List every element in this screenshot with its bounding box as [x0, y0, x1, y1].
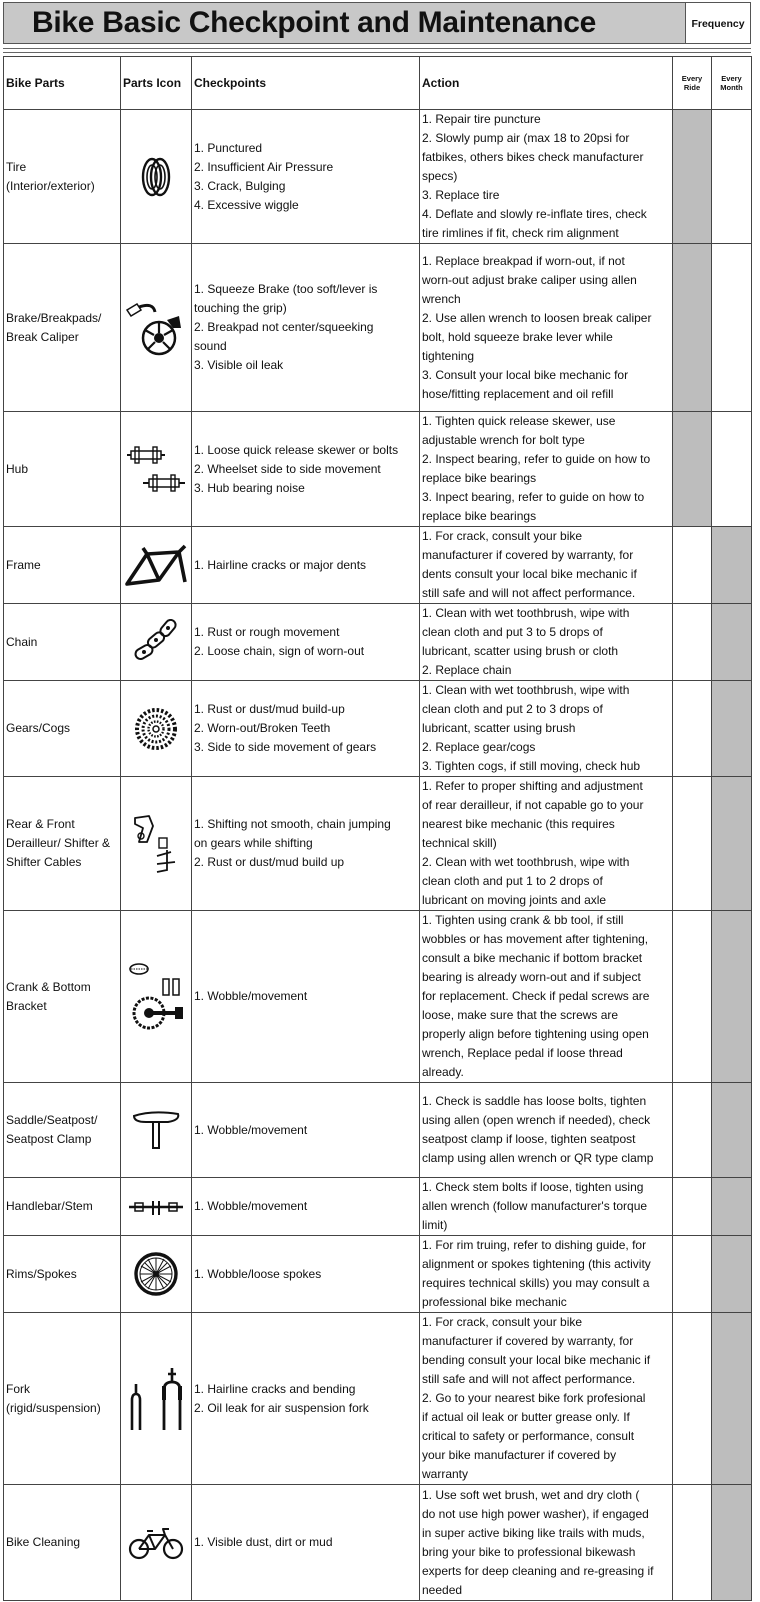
action-line: alignment or spokes tightening (this activity	[422, 1257, 651, 1271]
action-line: 2. Replace gear/cogs	[422, 740, 536, 754]
action-line: 1. Tighten using crank & bb tool, if still	[422, 913, 624, 927]
action-line: fatbikes, others bikes check manufacturer	[422, 150, 644, 164]
table-row	[4, 911, 752, 1083]
tire-icon	[123, 155, 189, 199]
part-icon-cell	[121, 1178, 192, 1236]
part-line: Brake/Breakpads/	[6, 310, 102, 325]
action-line: adjustable wrench for bolt type	[422, 433, 585, 447]
checkpoints-line: 1. Shifting not smooth, chain jumping	[194, 817, 391, 831]
part-line: Bike Cleaning	[6, 1535, 81, 1549]
checkpoints-line: 2. Insufficient Air Pressure	[194, 159, 334, 174]
checkpoints-line: 3. Side to side movement of gears	[194, 740, 377, 754]
action-line: still safe and will not affect performance.	[422, 1372, 636, 1386]
action-line: 1. For rim truing, refer to dishing guide, for	[422, 1238, 647, 1252]
action-line: 3. Inpect bearing, refer to guide on how to	[422, 490, 645, 504]
every-month-cell	[712, 244, 752, 412]
action-line: of rear derailleur, if not capable go to your	[422, 798, 644, 812]
part-name	[4, 412, 121, 527]
brake-icon	[123, 298, 189, 358]
header-checkpoints: Checkpoints	[192, 57, 420, 110]
action-line: 1. Check is saddle has loose bolts, tighten	[422, 1094, 647, 1108]
checkpoints-line: 4. Excessive wiggle	[194, 197, 299, 212]
fork-icon	[123, 1364, 189, 1434]
bicycle-icon	[123, 1525, 189, 1561]
part-line: Hub	[6, 461, 29, 476]
part-line: Tire	[6, 159, 27, 174]
part-icon-cell	[121, 1313, 192, 1485]
part-line: Frame	[6, 557, 41, 572]
checkpoints-line: 1. Rust or dust/mud build-up	[194, 702, 345, 716]
table-row	[4, 1485, 752, 1601]
part-line: (Interior/exterior)	[6, 178, 95, 193]
part-name	[4, 1485, 121, 1601]
derailleur-icon	[123, 812, 189, 876]
action-line: manufacturer if covered by warranty, for	[422, 1334, 634, 1348]
action-line: 1. Repair tire puncture	[422, 112, 541, 126]
action-line: already.	[422, 1065, 464, 1079]
part-line: (rigid/suspension)	[6, 1400, 101, 1415]
every-ride-cell	[673, 527, 712, 604]
table-row	[4, 527, 752, 604]
action-line: nearest bike mechanic (this requires	[422, 817, 615, 831]
every-ride-cell	[673, 244, 712, 412]
every-ride-cell	[673, 412, 712, 527]
action-line: clamp using allen wrench or QR type clamp	[422, 1151, 654, 1165]
action-cell	[420, 1313, 673, 1485]
action-line: wobbles or has movement after tightening,	[422, 932, 649, 946]
wheel-icon	[123, 1251, 189, 1297]
action-line: consult a bike mechanic if bottom bracket	[422, 951, 643, 965]
every-ride-cell	[673, 1485, 712, 1601]
checkpoints-cell	[192, 911, 420, 1083]
checkpoints-line: 2. Rust or dust/mud build up	[194, 855, 345, 869]
checkpoints-line: sound	[194, 339, 227, 353]
checkpoints-line: 3. Hub bearing noise	[194, 480, 305, 495]
action-line: loose, make sure that the screws are	[422, 1008, 619, 1022]
checkpoints-line: 1. Visible dust, dirt or mud	[194, 1535, 333, 1549]
header-parts-icon: Parts Icon	[121, 57, 192, 110]
checkpoints-cell	[192, 604, 420, 681]
part-icon-cell	[121, 244, 192, 412]
action-cell	[420, 1236, 673, 1313]
checkpoints-line: touching the grip)	[194, 301, 287, 315]
every-month-cell	[712, 1485, 752, 1601]
action-line: 1. For crack, consult your bike	[422, 529, 583, 543]
checkpoint-table	[3, 56, 752, 1601]
every-month-cell	[712, 1313, 752, 1485]
part-line: Derailleur/ Shifter &	[6, 836, 111, 850]
checkpoints-cell	[192, 110, 420, 244]
checkpoints-cell	[192, 1178, 420, 1236]
action-line: 1. Replace breakpad if worn-out, if not	[422, 253, 625, 268]
checkpoints-line: 2. Worn-out/Broken Teeth	[194, 721, 331, 735]
part-icon-cell	[121, 1485, 192, 1601]
checkpoints-line: 1. Hairline cracks or major dents	[194, 557, 367, 572]
action-line: 2. Replace chain	[422, 663, 512, 677]
checkpoints-line: 1. Wobble/movement	[194, 989, 308, 1003]
action-cell	[420, 1083, 673, 1178]
table-row	[4, 110, 752, 244]
action-line: 3. Tighten cogs, if still moving, check hub	[422, 759, 641, 773]
divider	[3, 48, 751, 49]
checkpoints-cell	[192, 1083, 420, 1178]
part-icon-cell	[121, 412, 192, 527]
every-month-cell	[712, 681, 752, 777]
action-line: 2. Go to your nearest bike fork profesional	[422, 1391, 646, 1405]
checkpoints-line: 2. Wheelset side to side movement	[194, 461, 381, 476]
action-line: for replacement. Check if pedal screws are	[422, 989, 650, 1003]
part-line: Break Caliper	[6, 329, 79, 344]
title-bar	[3, 2, 686, 44]
table-row	[4, 1236, 752, 1313]
action-line: 2. Use allen wrench to loosen break caliper	[422, 310, 652, 325]
part-name	[4, 604, 121, 681]
action-cell	[420, 681, 673, 777]
saddle-icon	[123, 1108, 189, 1152]
action-line: in super active biking like trails with muds,	[422, 1525, 645, 1540]
part-name	[4, 681, 121, 777]
action-line: needed	[422, 1582, 463, 1597]
action-line: 4. Deflate and slowly re-inflate tires, check	[422, 207, 647, 221]
action-line: 3. Replace tire	[422, 188, 500, 202]
checkpoints-cell	[192, 527, 420, 604]
action-line: 1. Use soft wet brush, wet and dry cloth (	[422, 1487, 640, 1502]
action-line: bending consult your local bike mechanic if	[422, 1353, 651, 1367]
checkpoints-cell	[192, 1313, 420, 1485]
part-icon-cell	[121, 1083, 192, 1178]
part-name	[4, 911, 121, 1083]
every-ride-cell	[673, 911, 712, 1083]
action-line: experts for deep cleaning and re-greasing if	[422, 1563, 654, 1578]
table-header-row	[4, 57, 752, 110]
every-ride-cell	[673, 1178, 712, 1236]
part-name	[4, 244, 121, 412]
page-title: Bike Basic Checkpoint and Maintenance	[32, 6, 597, 39]
action-line: 1. Tighten quick release skewer, use	[422, 414, 616, 428]
part-line: Crank & Bottom	[6, 979, 91, 994]
action-cell	[420, 1485, 673, 1601]
part-line: Bracket	[6, 998, 47, 1013]
checkpoints-line: 1. Hairline cracks and bending	[194, 1381, 356, 1396]
part-line: Rear & Front	[6, 817, 75, 831]
hub-icon	[123, 437, 189, 501]
part-icon-cell	[121, 527, 192, 604]
every-month-cell	[712, 412, 752, 527]
checkpoints-line: 1. Wobble/movement	[194, 1122, 308, 1137]
action-line: technical skill)	[422, 836, 497, 850]
part-icon-cell	[121, 110, 192, 244]
action-cell	[420, 1178, 673, 1236]
header-every-ride: Every Ride	[673, 57, 712, 110]
action-line: 2. Clean with wet toothbrush, wipe with	[422, 855, 630, 869]
checkpoints-cell	[192, 1485, 420, 1601]
checkpoints-line: 3. Visible oil leak	[194, 358, 284, 372]
part-line: Gears/Cogs	[6, 721, 71, 735]
part-icon-cell	[121, 681, 192, 777]
part-name	[4, 527, 121, 604]
action-line: hose/fitting replacement and oil refill	[422, 386, 614, 401]
maintenance-sheet	[3, 2, 751, 1598]
action-line: bolt, hold squeeze brake lever while	[422, 329, 613, 344]
handlebar-icon	[123, 1197, 189, 1217]
action-line: professional bike mechanic	[422, 1295, 567, 1309]
action-line: lubricant, scatter using brush or cloth	[422, 644, 619, 658]
part-line: Rims/Spokes	[6, 1266, 77, 1281]
table-row	[4, 244, 752, 412]
part-name	[4, 1083, 121, 1178]
action-line: bearing is already worn-out and if subject	[422, 970, 641, 984]
action-line: tightening	[422, 348, 475, 363]
action-line: allen wrench (follow manufacturer's torque	[422, 1199, 648, 1213]
table-row	[4, 777, 752, 911]
action-line: 1. Refer to proper shifting and adjustment	[422, 779, 643, 793]
action-line: replace bike bearings	[422, 509, 537, 523]
action-line: 1. Clean with wet toothbrush, wipe with	[422, 606, 630, 620]
checkpoints-cell	[192, 1236, 420, 1313]
divider	[3, 52, 751, 53]
checkpoints-cell	[192, 777, 420, 911]
action-line: 2. Slowly pump air (max 18 to 20psi for	[422, 131, 630, 145]
part-icon-cell	[121, 1236, 192, 1313]
action-cell	[420, 911, 673, 1083]
part-name	[4, 1178, 121, 1236]
every-ride-cell	[673, 681, 712, 777]
every-month-cell	[712, 911, 752, 1083]
checkpoints-line: 1. Wobble/movement	[194, 1199, 308, 1213]
part-name	[4, 1313, 121, 1485]
every-ride-cell	[673, 1236, 712, 1313]
action-line: critical to safety or performance, consult	[422, 1429, 635, 1443]
every-month-cell	[712, 777, 752, 911]
action-line: clean cloth and put 2 to 3 drops of	[422, 702, 603, 716]
every-month-cell	[712, 1083, 752, 1178]
action-line: 1. For crack, consult your bike	[422, 1315, 583, 1329]
action-cell	[420, 244, 673, 412]
part-icon-cell	[121, 777, 192, 911]
part-line: Chain	[6, 634, 38, 649]
action-line: 1. Check stem bolts if loose, tighten using	[422, 1180, 644, 1194]
action-line: clean cloth and put 1 to 2 drops of	[422, 874, 603, 888]
every-ride-cell	[673, 110, 712, 244]
header-every-month: Every Month	[712, 57, 752, 110]
part-icon-cell	[121, 911, 192, 1083]
every-month-cell	[712, 604, 752, 681]
checkpoints-line: 1. Rust or rough movement	[194, 625, 340, 639]
checkpoints-line: 1. Punctured	[194, 140, 263, 155]
checkpoints-line: 3. Crack, Bulging	[194, 178, 286, 193]
part-line: Shifter Cables	[6, 855, 82, 869]
action-cell	[420, 527, 673, 604]
table-row	[4, 412, 752, 527]
table-row	[4, 604, 752, 681]
checkpoints-cell	[192, 244, 420, 412]
action-line: using allen (open wrench if needed), check	[422, 1113, 651, 1127]
every-month-cell	[712, 110, 752, 244]
action-line: dents consult your local bike mechanic if	[422, 567, 637, 581]
part-line: Saddle/Seatpost/	[6, 1113, 98, 1127]
action-line: specs)	[422, 169, 458, 183]
action-line: wrench, Replace pedal if loose thread	[422, 1046, 623, 1060]
action-line: replace bike bearings	[422, 471, 537, 485]
every-ride-cell	[673, 1313, 712, 1485]
action-line: warranty	[422, 1467, 469, 1481]
every-ride-cell	[673, 777, 712, 911]
frequency-title: Frequency	[686, 2, 751, 44]
every-month-cell	[712, 1178, 752, 1236]
checkpoints-line: 2. Oil leak for air suspension fork	[194, 1400, 369, 1415]
part-icon-cell	[121, 604, 192, 681]
table-row	[4, 1083, 752, 1178]
every-ride-cell	[673, 604, 712, 681]
checkpoints-cell	[192, 412, 420, 527]
action-cell	[420, 604, 673, 681]
action-line: requires technical skills) you may consult a	[422, 1276, 650, 1290]
action-line: do not use high power washer), if engaged	[422, 1506, 649, 1521]
checkpoints-line: 1. Squeeze Brake (too soft/lever is	[194, 282, 378, 296]
part-line: Fork	[6, 1381, 30, 1396]
action-line: lubricant on moving joints and axle	[422, 893, 607, 907]
checkpoints-line: 1. Wobble/loose spokes	[194, 1266, 322, 1281]
action-cell	[420, 412, 673, 527]
table-row	[4, 1178, 752, 1236]
action-line: 2. Inspect bearing, refer to guide on how to	[422, 452, 651, 466]
action-line: lubricant, scatter using brush	[422, 721, 576, 735]
checkpoints-line: 2. Breakpad not center/squeeking	[194, 320, 374, 334]
crank-icon	[123, 959, 189, 1035]
action-line: if actual oil leak or butter grease only. If	[422, 1410, 630, 1424]
part-name	[4, 110, 121, 244]
chain-icon	[123, 619, 189, 665]
every-month-cell	[712, 527, 752, 604]
checkpoints-cell	[192, 681, 420, 777]
action-line: your bike manufacturer if covered by	[422, 1448, 617, 1462]
action-line: wrench	[422, 291, 461, 306]
action-line: manufacturer if covered by warranty, for	[422, 548, 634, 562]
table-row	[4, 681, 752, 777]
every-ride-cell	[673, 1083, 712, 1178]
action-cell	[420, 110, 673, 244]
action-line: tire rimlines if fit, check rim alignment	[422, 226, 619, 240]
header-bike-parts: Bike Parts	[4, 57, 121, 110]
table-row	[4, 1313, 752, 1485]
checkpoints-line: on gears while shifting	[194, 836, 313, 850]
action-cell	[420, 777, 673, 911]
action-line: limit)	[422, 1218, 448, 1232]
part-name	[4, 1236, 121, 1313]
part-line: Seatpost Clamp	[6, 1132, 92, 1146]
action-line: 3. Consult your local bike mechanic for	[422, 367, 629, 382]
cogs-icon	[123, 706, 189, 752]
checkpoints-line: 1. Loose quick release skewer or bolts	[194, 442, 399, 457]
action-line: still safe and will not affect performance.	[422, 586, 636, 600]
checkpoints-line: 2. Loose chain, sign of worn-out	[194, 644, 365, 658]
every-month-cell	[712, 1236, 752, 1313]
action-line: seatpost clamp if loose, tighten seatpost	[422, 1132, 636, 1146]
action-line: worn-out adjust brake caliper using allen	[422, 272, 637, 287]
action-line: properly align before tightening using open	[422, 1027, 649, 1041]
frame-icon	[123, 542, 189, 588]
action-line: bring your bike to professional bikewash	[422, 1544, 636, 1559]
part-name	[4, 777, 121, 911]
header-action: Action	[420, 57, 673, 110]
action-line: 1. Clean with wet toothbrush, wipe with	[422, 683, 630, 697]
action-line: clean cloth and put 3 to 5 drops of	[422, 625, 603, 639]
part-line: Handlebar/Stem	[6, 1199, 93, 1213]
